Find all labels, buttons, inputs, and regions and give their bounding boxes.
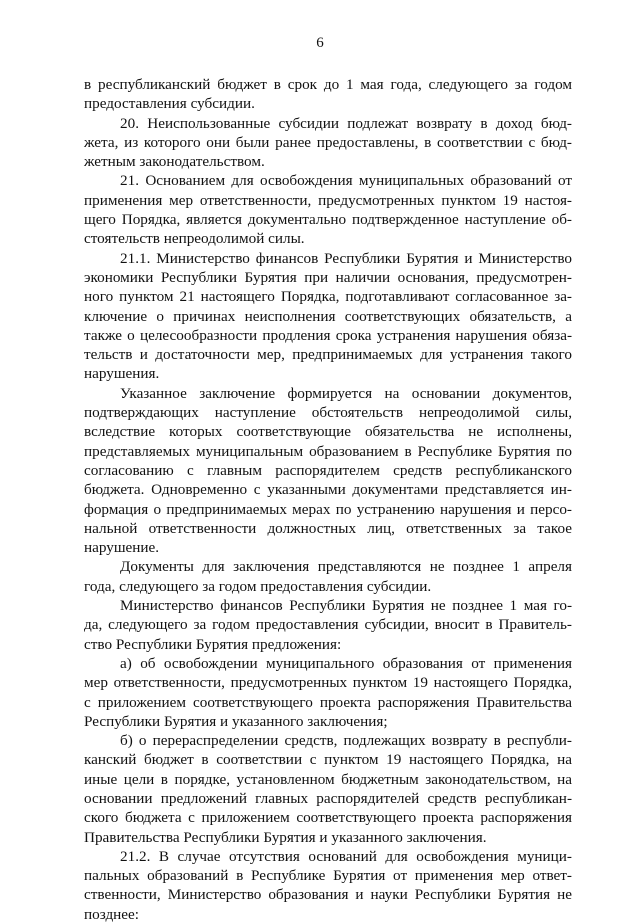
text-line: применения мер ответственности, предусмотренных пунктом 19 настоя- xyxy=(84,191,572,209)
text-line: в республиканский бюджет в срок до 1 мая года, следующего за годом xyxy=(84,76,572,93)
text-line: ключение о причинах неисполнения соответствующих обязательств, а xyxy=(84,307,572,325)
text-line: ство Республики Бурятия предложения: xyxy=(84,635,342,653)
text-line: года, следующего за годом предоставления субсидии. xyxy=(84,577,432,595)
text-line: ного пунктом 21 настоящего Порядка, подготавливают согласованное за- xyxy=(84,288,572,306)
text-line: мер ответственности, предусмотренных пунктом 19 настоящего Порядка, xyxy=(84,674,572,692)
text-line: б) о перераспределении средств, подлежащих возврату в республи- xyxy=(120,732,572,750)
text-line: экономики Республики Бурятия при наличии основания, предусмотрен- xyxy=(84,268,572,286)
text-line: тельств и достаточности мер, предпринимаемых для устранения такого xyxy=(84,346,572,364)
text-line: также о целесообразности продления срока устранения нарушения обяза- xyxy=(84,326,572,344)
text-line: 20. Неиспользованные субсидии подлежат возврату в доход бюд- xyxy=(120,114,572,132)
text-line: предоставления субсидии. xyxy=(84,95,255,113)
text-line: с приложением соответствующего проекта распоряжения Правительства xyxy=(84,693,572,711)
text-line: нарушения. xyxy=(84,365,160,383)
text-line: 21. Основанием для освобождения муниципальных образований от xyxy=(120,172,572,190)
text-line: стоятельств непреодолимой силы. xyxy=(84,230,305,248)
text-line: а) об освобождении муниципального образования от применения xyxy=(120,654,572,672)
text-line: согласованию с главным распорядителем средств республиканского xyxy=(84,461,572,479)
text-line: нальной ответственности должностных лиц, ответственных за такое xyxy=(84,519,572,537)
text-line: вследствие которых соответствующие обязательства не исполнены, xyxy=(84,423,572,441)
text-line: формация о предпринимаемых мерах по устранению нарушения и персо- xyxy=(84,500,572,518)
text-line: жета, из которого они были ранее предоставлены, в соответствии с бюд- xyxy=(84,133,572,151)
page-number: 6 xyxy=(316,35,324,51)
text-line: Республики Бурятия и указанного заключения; xyxy=(84,712,388,730)
text-line: Документы для заключения представляются не позднее 1 апреля xyxy=(120,558,572,576)
text-line: основании предложений главных распорядителей средств республикан- xyxy=(84,789,572,807)
text-line: пальных образований в Республике Бурятия от применения мер ответ- xyxy=(84,867,572,885)
text-line: 21.2. В случае отсутствия оснований для освобождения муници- xyxy=(120,847,572,865)
text-line: да, следующего за годом предоставления субсидии, вносит в Правитель- xyxy=(84,616,572,634)
text-line: бюджета. Одновременно с указанными документами представляется ин- xyxy=(84,481,572,499)
text-line: представляемых муниципальным образованием в Республике Бурятия по xyxy=(84,442,572,460)
text-line: 21.1. Министерство финансов Республики Бурятия и Министерство xyxy=(120,249,572,267)
text-line: жетным законодательством. xyxy=(84,153,265,171)
text-line: Правительства Республики Бурятия и указанного заключения. xyxy=(84,828,487,846)
text-line: ского бюджета с приложением соответствующего проекта распоряжения xyxy=(84,809,572,827)
text-line: позднее: xyxy=(84,905,140,923)
text-line: щего Порядка, является документально подтвержденное наступление об- xyxy=(84,211,572,229)
text-line: Министерство финансов Республики Бурятия не позднее 1 мая го- xyxy=(120,597,572,615)
document-body xyxy=(84,75,572,924)
text-line: канский бюджет в соответствии с пунктом 19 настоящего Порядка, на xyxy=(84,751,572,769)
text-line: нарушение. xyxy=(84,539,160,557)
text-line: подтверждающих наступление обстоятельств непреодолимой силы, xyxy=(84,404,572,422)
text-line: иные цели в порядке, установленном бюджетным законодательством, на xyxy=(84,770,572,788)
text-line: ственности, Министерство образования и науки Республики Бурятия не xyxy=(84,886,572,904)
text-line: Указанное заключение формируется на основании документов, xyxy=(120,384,572,402)
